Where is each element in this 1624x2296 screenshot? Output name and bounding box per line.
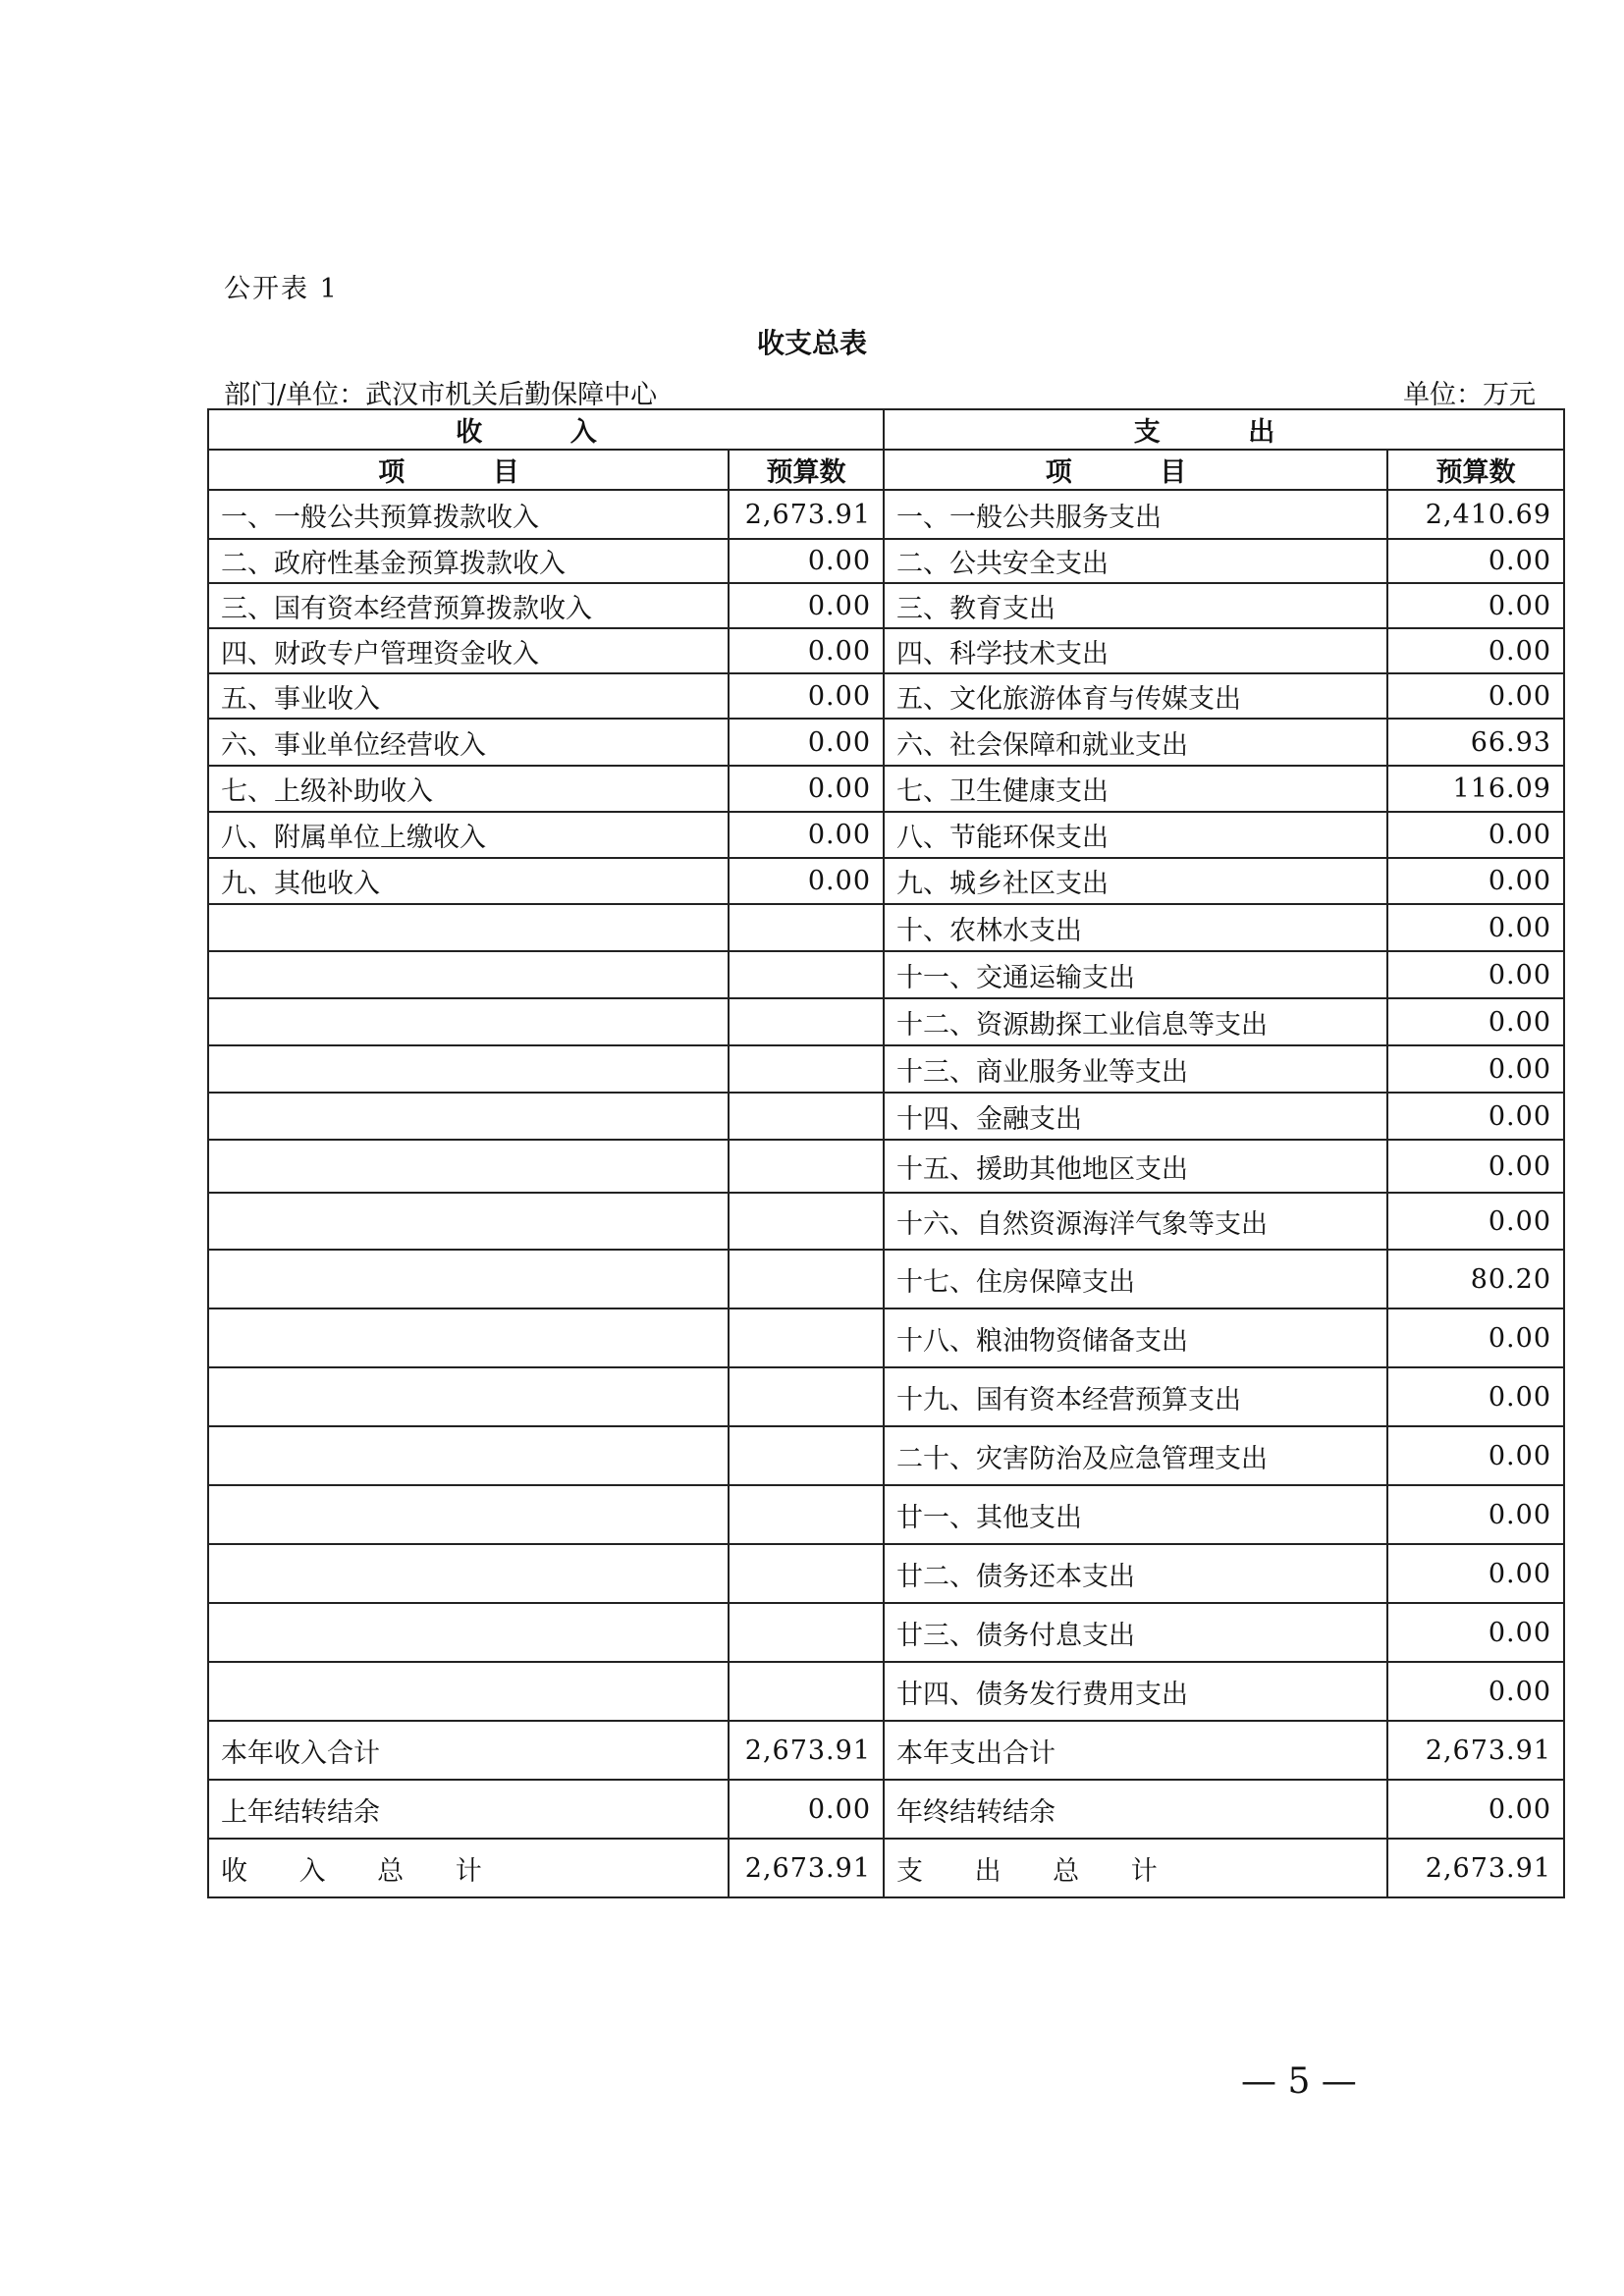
unit-label: 单位：万元 — [1403, 380, 1536, 410]
expense-item-cell: 本年支出合计 — [884, 1721, 1387, 1780]
table-row — [208, 490, 1564, 539]
income-budget-header: 预算数 — [729, 450, 884, 490]
income-section-header: 收 入 — [208, 409, 884, 450]
expense-item-cell: 十、农林水支出 — [884, 904, 1387, 951]
table-row — [208, 1662, 1564, 1721]
expense-budget-cell: 0.00 — [1387, 1485, 1564, 1544]
table-row — [208, 1250, 1564, 1308]
income-item-cell — [208, 1140, 729, 1193]
income-budget-cell — [729, 1140, 884, 1193]
table-row — [208, 1045, 1564, 1093]
expense-item-cell: 十八、粮油物资储备支出 — [884, 1308, 1387, 1367]
income-budget-cell: 2,673.91 — [729, 1721, 884, 1780]
income-item-cell — [208, 951, 729, 998]
table-row — [208, 539, 1564, 583]
expense-item-cell: 六、社会保障和就业支出 — [884, 719, 1387, 766]
expense-budget-cell: 0.00 — [1387, 1603, 1564, 1662]
expense-item-cell: 支 出 总 计 — [884, 1839, 1387, 1897]
expense-item-cell: 十七、住房保障支出 — [884, 1250, 1387, 1308]
expense-item-cell: 九、城乡社区支出 — [884, 858, 1387, 904]
expense-item-cell: 十三、商业服务业等支出 — [884, 1045, 1387, 1093]
income-item-cell — [208, 904, 729, 951]
expense-budget-cell: 0.00 — [1387, 1093, 1564, 1140]
income-budget-cell: 0.00 — [729, 812, 884, 858]
income-item-cell: 三、国有资本经营预算拨款收入 — [208, 583, 729, 628]
expense-item-cell: 十五、援助其他地区支出 — [884, 1140, 1387, 1193]
income-budget-cell — [729, 1544, 884, 1603]
expense-budget-cell: 0.00 — [1387, 1308, 1564, 1367]
income-budget-cell: 2,673.91 — [729, 490, 884, 539]
expense-item-cell: 廿四、债务发行费用支出 — [884, 1662, 1387, 1721]
expense-budget-cell: 66.93 — [1387, 719, 1564, 766]
income-budget-cell — [729, 1426, 884, 1485]
expense-item-cell: 二十、灾害防治及应急管理支出 — [884, 1426, 1387, 1485]
income-item-cell: 上年结转结余 — [208, 1780, 729, 1839]
expense-budget-cell: 0.00 — [1387, 539, 1564, 583]
income-budget-cell — [729, 1662, 884, 1721]
expense-budget-cell: 0.00 — [1387, 812, 1564, 858]
income-budget-cell: 2,673.91 — [729, 1839, 884, 1897]
table-row — [208, 673, 1564, 719]
table-row — [208, 1367, 1564, 1426]
income-budget-cell: 0.00 — [729, 628, 884, 673]
income-item-cell — [208, 1603, 729, 1662]
income-item-cell — [208, 1662, 729, 1721]
table-row — [208, 1093, 1564, 1140]
income-item-cell — [208, 1308, 729, 1367]
section-header-row — [208, 409, 1564, 450]
expense-item-cell: 八、节能环保支出 — [884, 812, 1387, 858]
expense-item-cell: 一、一般公共服务支出 — [884, 490, 1387, 539]
income-item-header: 项 目 — [208, 450, 729, 490]
table-row — [208, 1426, 1564, 1485]
expense-budget-cell: 0.00 — [1387, 1140, 1564, 1193]
table-row — [208, 812, 1564, 858]
page-number: — 5 — — [1241, 2061, 1357, 2102]
expense-budget-cell: 116.09 — [1387, 766, 1564, 812]
income-expense-table — [207, 408, 1565, 1898]
table-row — [208, 583, 1564, 628]
income-item-cell: 一、一般公共预算拨款收入 — [208, 490, 729, 539]
income-item-cell: 七、上级补助收入 — [208, 766, 729, 812]
table-row — [208, 904, 1564, 951]
expense-item-cell: 三、教育支出 — [884, 583, 1387, 628]
table-row — [208, 1780, 1564, 1839]
table-row — [208, 628, 1564, 673]
expense-item-cell: 十二、资源勘探工业信息等支出 — [884, 998, 1387, 1045]
expense-item-cell: 十一、交通运输支出 — [884, 951, 1387, 998]
expense-budget-cell: 0.00 — [1387, 1544, 1564, 1603]
table-row — [208, 998, 1564, 1045]
income-budget-cell: 0.00 — [729, 673, 884, 719]
income-budget-cell — [729, 1045, 884, 1093]
income-item-cell: 五、事业收入 — [208, 673, 729, 719]
income-item-cell — [208, 1093, 729, 1140]
table-row — [208, 766, 1564, 812]
income-item-cell — [208, 1193, 729, 1250]
expense-budget-cell: 2,410.69 — [1387, 490, 1564, 539]
column-header-row — [208, 450, 1564, 490]
income-budget-cell — [729, 1250, 884, 1308]
expense-budget-cell: 0.00 — [1387, 673, 1564, 719]
income-item-cell: 四、财政专户管理资金收入 — [208, 628, 729, 673]
table-row — [208, 1721, 1564, 1780]
income-budget-cell — [729, 904, 884, 951]
income-item-cell: 八、附属单位上缴收入 — [208, 812, 729, 858]
expense-budget-cell: 0.00 — [1387, 1045, 1564, 1093]
table-row — [208, 1193, 1564, 1250]
income-item-cell — [208, 1485, 729, 1544]
expense-item-cell: 二、公共安全支出 — [884, 539, 1387, 583]
expense-budget-cell: 0.00 — [1387, 1662, 1564, 1721]
expense-item-cell: 年终结转结余 — [884, 1780, 1387, 1839]
table-row — [208, 1544, 1564, 1603]
expense-item-cell: 十九、国有资本经营预算支出 — [884, 1367, 1387, 1426]
income-budget-cell: 0.00 — [729, 539, 884, 583]
income-item-cell — [208, 998, 729, 1045]
table-row — [208, 1485, 1564, 1544]
expense-item-cell: 七、卫生健康支出 — [884, 766, 1387, 812]
expense-budget-cell: 0.00 — [1387, 1367, 1564, 1426]
income-budget-cell — [729, 998, 884, 1045]
table-row — [208, 1603, 1564, 1662]
document-label: 公开表 1 — [224, 274, 339, 304]
income-item-cell: 本年收入合计 — [208, 1721, 729, 1780]
income-item-cell — [208, 1544, 729, 1603]
expense-item-cell: 十四、金融支出 — [884, 1093, 1387, 1140]
expense-budget-cell: 80.20 — [1387, 1250, 1564, 1308]
expense-budget-cell: 0.00 — [1387, 858, 1564, 904]
expense-budget-cell: 0.00 — [1387, 904, 1564, 951]
expense-budget-cell: 0.00 — [1387, 1780, 1564, 1839]
expense-item-cell: 四、科学技术支出 — [884, 628, 1387, 673]
income-item-cell: 二、政府性基金预算拨款收入 — [208, 539, 729, 583]
income-budget-cell — [729, 1193, 884, 1250]
income-budget-cell — [729, 1367, 884, 1426]
table-row — [208, 858, 1564, 904]
expense-section-header: 支 出 — [884, 409, 1564, 450]
income-budget-cell: 0.00 — [729, 719, 884, 766]
income-item-cell — [208, 1045, 729, 1093]
expense-budget-cell: 2,673.91 — [1387, 1839, 1564, 1897]
income-budget-cell — [729, 1603, 884, 1662]
expense-item-cell: 廿一、其他支出 — [884, 1485, 1387, 1544]
expense-budget-cell: 0.00 — [1387, 951, 1564, 998]
expense-budget-header: 预算数 — [1387, 450, 1564, 490]
expense-budget-cell: 0.00 — [1387, 1193, 1564, 1250]
table-title: 收支总表 — [756, 327, 867, 359]
income-item-cell — [208, 1250, 729, 1308]
income-budget-cell — [729, 1308, 884, 1367]
income-item-cell — [208, 1426, 729, 1485]
income-item-cell: 收 入 总 计 — [208, 1839, 729, 1897]
table-row — [208, 719, 1564, 766]
expense-budget-cell: 0.00 — [1387, 628, 1564, 673]
expense-item-cell: 五、文化旅游体育与传媒支出 — [884, 673, 1387, 719]
income-budget-cell: 0.00 — [729, 583, 884, 628]
expense-budget-cell: 2,673.91 — [1387, 1721, 1564, 1780]
expense-item-header: 项 目 — [884, 450, 1387, 490]
table-row — [208, 1140, 1564, 1193]
income-item-cell: 九、其他收入 — [208, 858, 729, 904]
income-budget-cell — [729, 1485, 884, 1544]
income-item-cell — [208, 1367, 729, 1426]
table-row — [208, 951, 1564, 998]
expense-item-cell: 廿二、债务还本支出 — [884, 1544, 1387, 1603]
expense-budget-cell: 0.00 — [1387, 998, 1564, 1045]
expense-item-cell: 十六、自然资源海洋气象等支出 — [884, 1193, 1387, 1250]
income-budget-cell: 0.00 — [729, 858, 884, 904]
income-budget-cell — [729, 1093, 884, 1140]
expense-budget-cell: 0.00 — [1387, 583, 1564, 628]
expense-item-cell: 廿三、债务付息支出 — [884, 1603, 1387, 1662]
income-item-cell: 六、事业单位经营收入 — [208, 719, 729, 766]
table-row — [208, 1839, 1564, 1897]
table-row — [208, 1308, 1564, 1367]
department-name: 部门/单位：武汉市机关后勤保障中心 — [224, 380, 658, 410]
income-budget-cell: 0.00 — [729, 1780, 884, 1839]
income-budget-cell — [729, 951, 884, 998]
income-budget-cell: 0.00 — [729, 766, 884, 812]
expense-budget-cell: 0.00 — [1387, 1426, 1564, 1485]
